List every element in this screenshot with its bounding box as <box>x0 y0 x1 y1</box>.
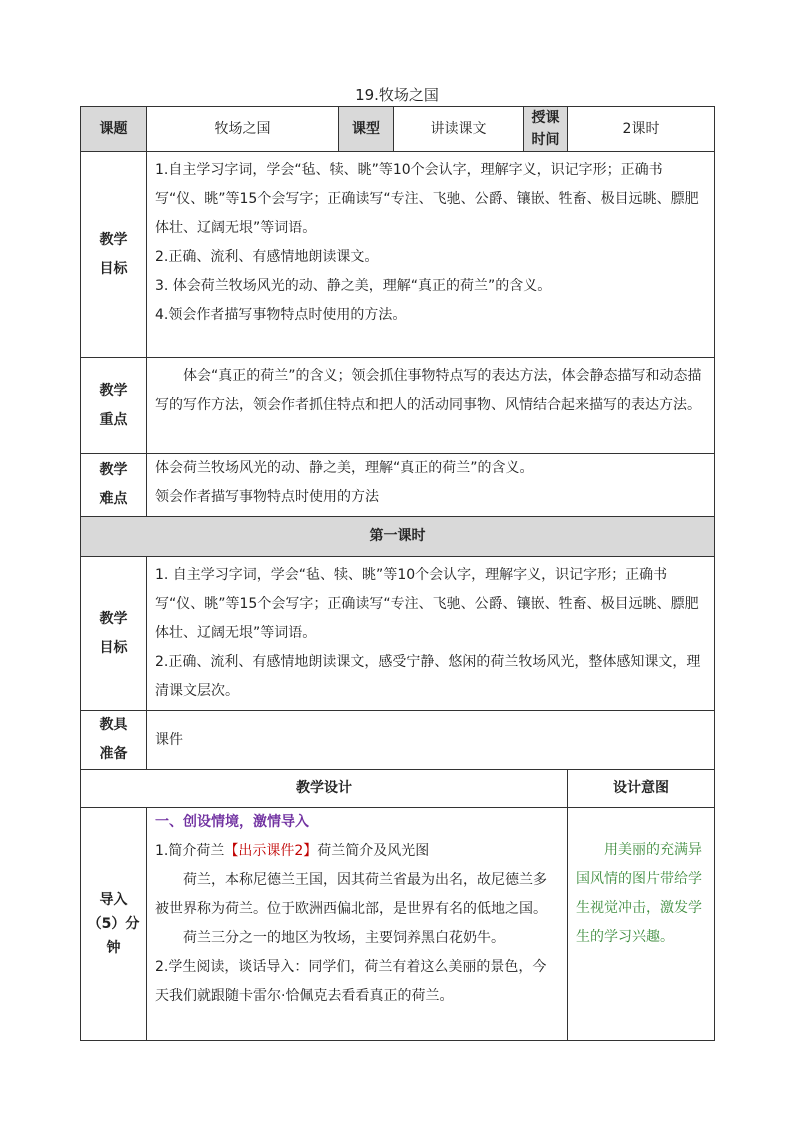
goals-label-line-2: 目标 <box>99 260 128 277</box>
lesson-plan-table <box>80 106 715 1041</box>
lesson-goals-content <box>147 557 715 711</box>
intro-item-1-prefix: 1.简介荷兰 <box>155 843 225 859</box>
time-label <box>524 107 568 152</box>
intro-content <box>147 808 568 1041</box>
topic-label: 课题 <box>81 107 147 152</box>
type-value: 讲读课文 <box>394 107 524 152</box>
intro-label <box>81 808 147 1041</box>
topic-value: 牧场之国 <box>147 107 339 152</box>
goals-content <box>147 152 715 358</box>
first-lesson-heading: 第一课时 <box>81 517 715 557</box>
first-lesson-row <box>81 517 715 557</box>
tools-row <box>81 711 715 770</box>
goal-item: 2.正确、流利、有感情地朗读课文。 <box>155 249 379 265</box>
time-value: 2课时 <box>568 107 715 152</box>
lesson-goals-row <box>81 557 715 711</box>
goal-item: 1.自主学习字词，学会“毡、犊、眺”等10个会认字，理解字义，识记字形；正确书写“仪、眺”等15个会写字；正确读写“专注、飞驰、公爵、镶嵌、牲畜、极目远眺、膘肥体壮、辽阔无垠”等词语。 <box>155 162 699 236</box>
intro-row <box>81 808 715 1041</box>
time-label-line-2: 时间 <box>531 132 560 148</box>
key-label-line-1: 教学 <box>99 382 128 399</box>
goals-row <box>81 152 715 358</box>
intro-paragraph-2: 荷兰三分之一的地区为牧场，主要饲养黑白花奶牛。 <box>183 930 505 946</box>
lesson-goals-label <box>81 557 147 711</box>
intro-label-line-1: 导入 <box>99 892 128 908</box>
key-row <box>81 358 715 454</box>
courseware-tag: 【出示课件2】 <box>224 843 318 859</box>
intro-item-1-suffix: 荷兰简介及风光图 <box>317 843 430 859</box>
intro-label-line-3: 钟 <box>106 940 121 956</box>
tools-value: 课件 <box>147 711 715 770</box>
header-row <box>81 107 715 152</box>
design-header-row <box>81 770 715 808</box>
intro-paragraph-1: 荷兰，本称尼德兰王国，因其荷兰省最为出名，故尼德兰多被世界称为荷兰。位于欧洲西偏北部，是世界有名的低地之国。 <box>155 872 547 917</box>
intro-section-title: 一、创设情境，激情导入 <box>155 814 309 830</box>
difficulty-label <box>81 454 147 517</box>
tools-label-line-1: 教具 <box>99 717 128 733</box>
goals-label <box>81 152 147 358</box>
difficulty-row <box>81 454 715 517</box>
intro-label-line-2: （5）分 <box>87 916 140 932</box>
document-title: 19.牧场之国 <box>355 86 439 104</box>
lesson-goal-item: 2.正确、流利、有感情地朗读课文，感受宁静、悠闲的荷兰牧场风光，整体感知课文，理清课文层次。 <box>155 654 701 699</box>
key-label-line-2: 重点 <box>99 411 128 428</box>
lesson-goal-item: 1. 自主学习字词，学会“毡、犊、眺”等10个会认字，理解字义，识记字形；正确书写“仪、眺”等15个会写字；正确读写“专注、飞驰、公爵、镶嵌、牲畜、极目远眺、膘肥体壮、辽阔无垠”等词语。 <box>155 567 699 641</box>
tools-label <box>81 711 147 770</box>
type-label: 课型 <box>339 107 394 152</box>
time-label-line-1: 授课 <box>531 110 560 126</box>
lesson-goals-label-line-1: 教学 <box>99 610 128 627</box>
intro-intent <box>568 808 715 1041</box>
goal-item: 3. 体会荷兰牧场风光的动、静之美，理解“真正的荷兰”的含义。 <box>155 278 552 294</box>
difficulty-label-line-1: 教学 <box>99 462 128 478</box>
intro-item-1 <box>155 837 559 866</box>
goal-item: 4.领会作者描写事物特点时使用的方法。 <box>155 307 407 323</box>
goals-label-line-1: 教学 <box>99 231 128 248</box>
lesson-goals-label-line-2: 目标 <box>99 639 128 656</box>
difficulty-item: 体会荷兰牧场风光的动、静之美，理解“真正的荷兰”的含义。 <box>155 460 534 476</box>
difficulty-content <box>147 454 715 517</box>
intent-header: 设计意图 <box>568 770 715 808</box>
intro-intent-text: 用美丽的充满异国风情的图片带给学生视觉冲击，激发学生的学习兴趣。 <box>576 842 702 945</box>
key-content <box>147 358 715 454</box>
key-label <box>81 358 147 454</box>
difficulty-item: 领会作者描写事物特点时使用的方法 <box>155 489 379 505</box>
tools-label-line-2: 准备 <box>99 746 128 762</box>
difficulty-label-line-2: 难点 <box>99 491 128 507</box>
design-header: 教学设计 <box>81 770 568 808</box>
intro-item-2: 2.学生阅读，谈话导入：同学们，荷兰有着这么美丽的景色，今天我们就跟随卡雷尔·恰佩克去看看真正的荷兰。 <box>155 959 547 1004</box>
key-text: 体会“真正的荷兰”的含义；领会抓住事物特点写的表达方法，体会静态描写和动态描写的写作方法，领会作者抓住特点和把人的活动同事物、风情结合起来描写的表达方法。 <box>155 368 702 413</box>
